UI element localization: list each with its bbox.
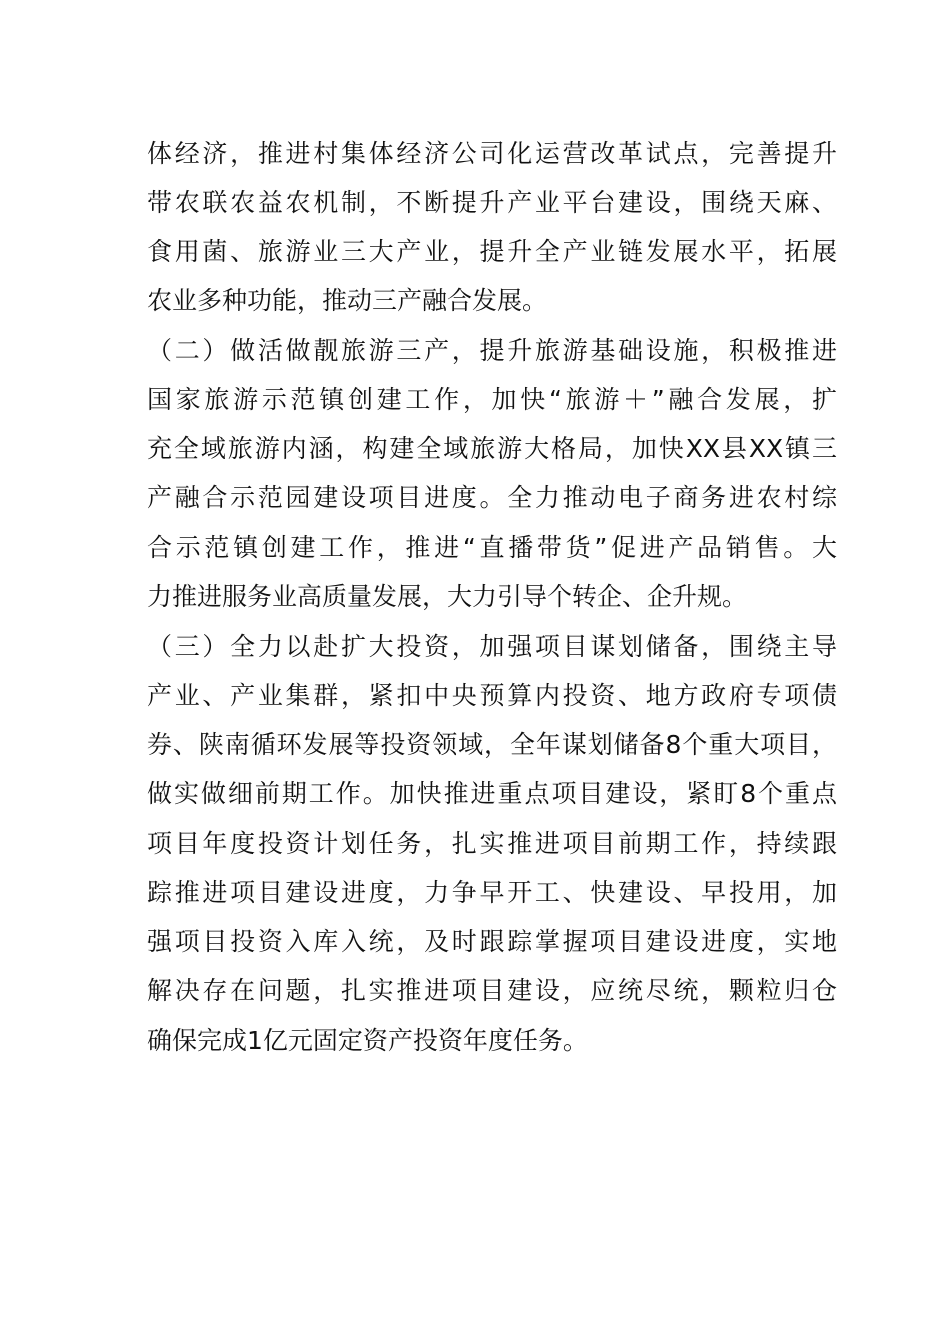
- paragraph-line: 踪推进项目建设进度，力争早开工、快建设、早投用，加: [147, 878, 837, 907]
- paragraph-line: 产业、产业集群，紧扣中央预算内投资、地方政府专项债: [147, 681, 837, 710]
- paragraph-line: 项目年度投资计划任务，扎实推进项目前期工作，持续跟: [147, 829, 837, 858]
- paragraph-line: 强项目投资入库入统，及时跟踪掌握项目建设进度，实地: [147, 927, 837, 956]
- paragraph-line: 充全域旅游内涵，构建全域旅游大格局，加快XX县XX镇三: [147, 434, 837, 463]
- paragraph-line: 合示范镇创建工作，推进“直播带货”促进产品销售。大: [147, 533, 837, 562]
- paragraph-line: 券、陕南循环发展等投资领域，全年谋划储备8个重大项目，: [147, 730, 837, 759]
- paragraph-line: 力推进服务业高质量发展，大力引导个转企、企升规。: [147, 582, 748, 611]
- paragraph-line: 农业多种功能，推动三产融合发展。: [147, 286, 548, 315]
- paragraph-line: 食用菌、旅游业三大产业，提升全产业链发展水平，拓展: [147, 237, 837, 266]
- paragraph-line: 产融合示范园建设项目进度。全力推动电子商务进农村综: [147, 483, 837, 512]
- paragraph-line: 带农联农益农机制，不断提升产业平台建设，围绕天麻、: [147, 188, 837, 217]
- paragraph-line: 解决存在问题，扎实推进项目建设，应统尽统，颗粒归仓: [147, 976, 837, 1005]
- paragraph-line: 做实做细前期工作。加快推进重点项目建设，紧盯8个重点: [147, 779, 837, 808]
- paragraph-line: （三）全力以赴扩大投资，加强项目谋划储备，围绕主导: [147, 632, 837, 661]
- paragraph-line: （二）做活做靓旅游三产，提升旅游基础设施，积极推进: [147, 336, 837, 365]
- paragraph-line: 体经济，推进村集体经济公司化运营改革试点，完善提升: [147, 139, 837, 168]
- paragraph-line: 国家旅游示范镇创建工作，加快“旅游＋”融合发展，扩: [147, 385, 837, 414]
- paragraph-line: 确保完成1亿元固定资产投资年度任务。: [147, 1026, 588, 1055]
